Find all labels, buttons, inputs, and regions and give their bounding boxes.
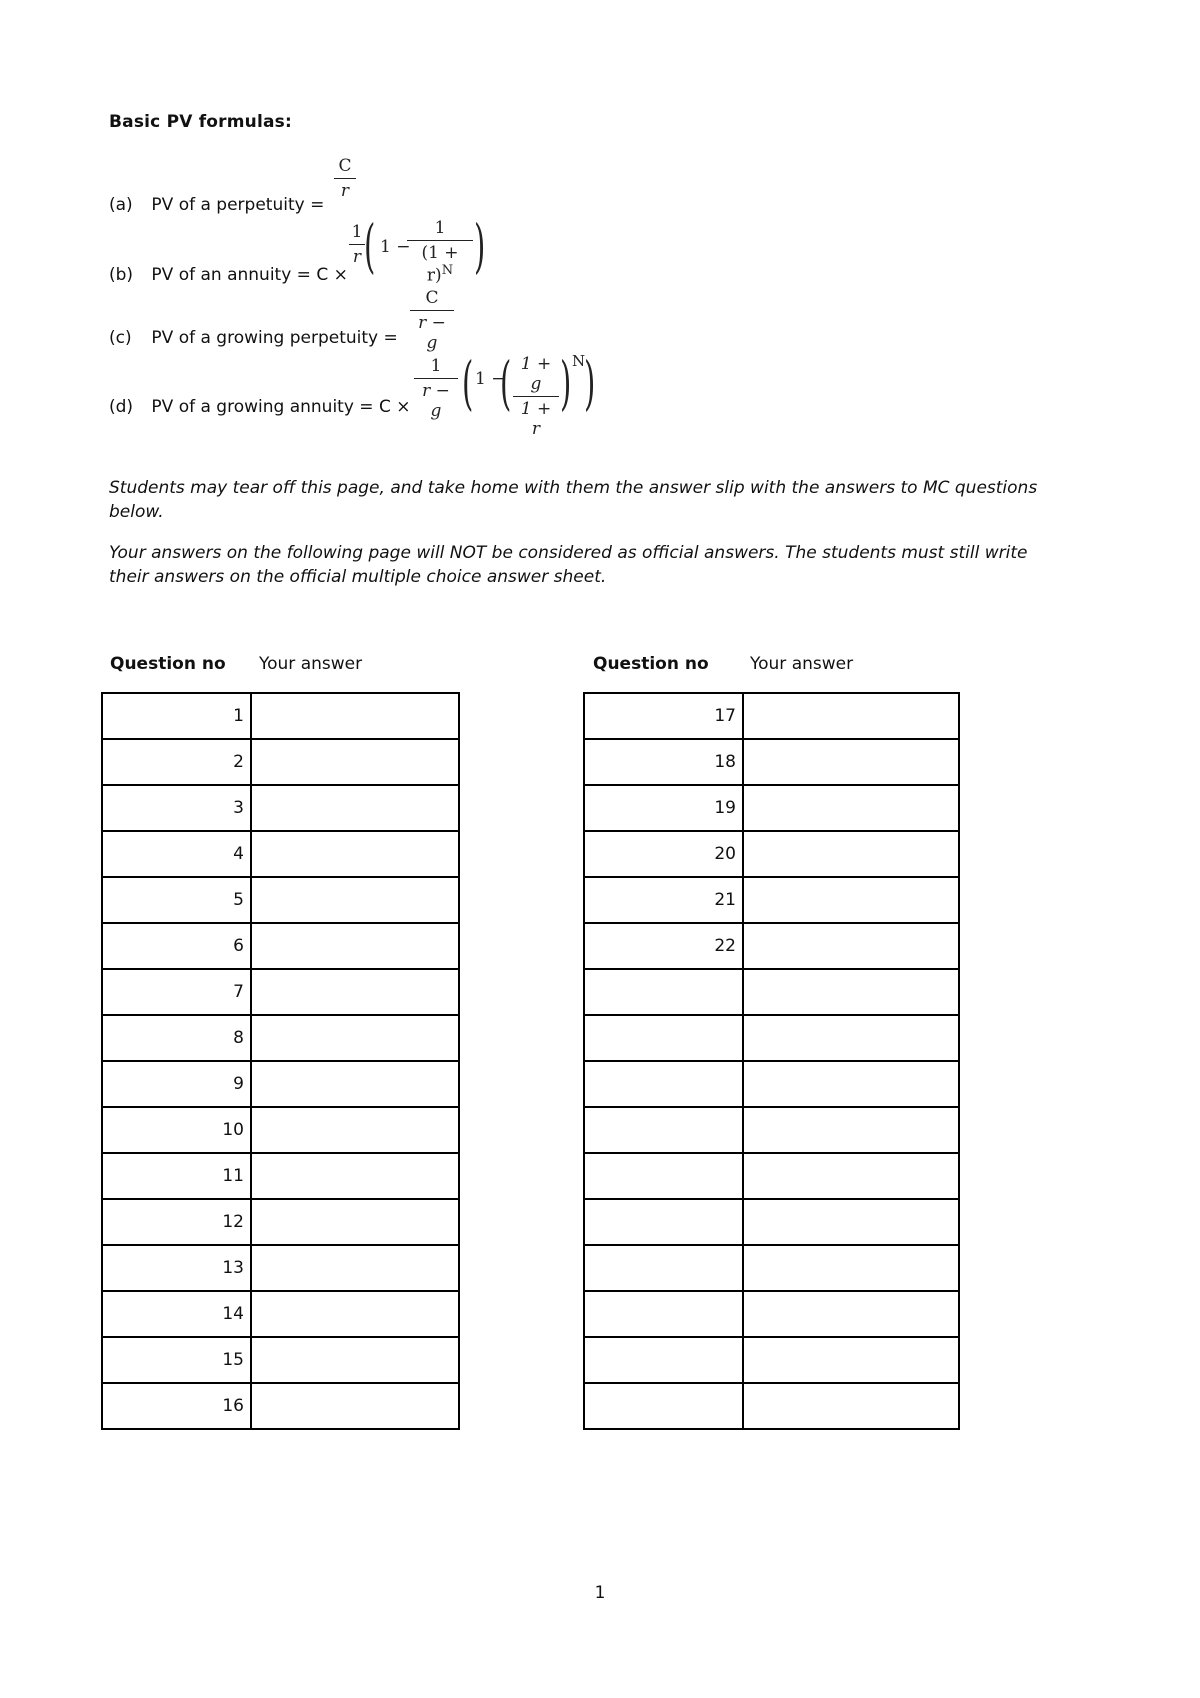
- answer-cell[interactable]: [743, 785, 959, 831]
- question-number-cell: 6: [102, 923, 251, 969]
- answer-cell[interactable]: [743, 1383, 959, 1429]
- table-row: [584, 785, 959, 831]
- fraction-1-over-r-minus-g: 1 r − g: [414, 356, 458, 421]
- question-number-cell: [584, 1291, 743, 1337]
- right-answer-table: [583, 692, 960, 1430]
- table-row: [102, 1153, 459, 1199]
- question-number-cell: 12: [102, 1199, 251, 1245]
- answer-cell[interactable]: [743, 969, 959, 1015]
- question-number-cell: [584, 1199, 743, 1245]
- answer-cell[interactable]: [251, 1383, 459, 1429]
- question-number-cell: [584, 1383, 743, 1429]
- answer-cell[interactable]: [743, 1199, 959, 1245]
- question-number-cell: 9: [102, 1061, 251, 1107]
- answer-cell[interactable]: [743, 1337, 959, 1383]
- question-number-cell: 1: [102, 693, 251, 739]
- question-number-cell: [584, 1153, 743, 1199]
- table-row: [584, 1153, 959, 1199]
- left-paren-inner: (: [500, 349, 512, 417]
- question-number-cell: 8: [102, 1015, 251, 1061]
- answer-cell[interactable]: [251, 1061, 459, 1107]
- math-exponent-n: N: [572, 352, 586, 370]
- answer-cell[interactable]: [251, 877, 459, 923]
- table-row: [102, 877, 459, 923]
- right-paren-inner: ): [560, 349, 572, 417]
- table-row: [102, 1337, 459, 1383]
- question-number-cell: [584, 1107, 743, 1153]
- answer-cell[interactable]: [251, 1107, 459, 1153]
- table-row: [584, 1245, 959, 1291]
- table-row: [102, 969, 459, 1015]
- question-number-cell: 10: [102, 1107, 251, 1153]
- table-row: [102, 1199, 459, 1245]
- formula-text: PV of a perpetuity =: [151, 195, 325, 215]
- page-heading: Basic PV formulas:: [109, 112, 292, 132]
- question-number-cell: [584, 1061, 743, 1107]
- notice-tear-off: Students may tear off this page, and take home with them the answer slip with the answers to MC questions below.: [109, 478, 1038, 522]
- answer-cell[interactable]: [251, 739, 459, 785]
- table-row: [102, 1291, 459, 1337]
- table-row: [584, 693, 959, 739]
- answer-cell[interactable]: [251, 969, 459, 1015]
- page-number: 1: [594, 1583, 606, 1603]
- table-row: [102, 831, 459, 877]
- question-number-cell: 14: [102, 1291, 251, 1337]
- question-number-cell: [584, 1015, 743, 1061]
- question-number-cell: 11: [102, 1153, 251, 1199]
- table-row: [584, 831, 959, 877]
- fraction-c-over-r: C r: [334, 156, 356, 201]
- fraction-1-over-r: 1 r: [349, 222, 365, 267]
- question-number-cell: [584, 1337, 743, 1383]
- table-row: [584, 1291, 959, 1337]
- answer-cell[interactable]: [743, 739, 959, 785]
- right-header-question-no: Question no: [593, 654, 709, 674]
- table-row: [102, 693, 459, 739]
- question-number-cell: 3: [102, 785, 251, 831]
- question-number-cell: 4: [102, 831, 251, 877]
- formula-b: [109, 265, 348, 285]
- fraction-1plusg-over-1plusr: 1 + g 1 + r: [513, 354, 559, 439]
- answer-cell[interactable]: [251, 1291, 459, 1337]
- answer-cell[interactable]: [743, 1153, 959, 1199]
- answer-cell[interactable]: [743, 1107, 959, 1153]
- table-row: [584, 969, 959, 1015]
- table-row: [102, 1245, 459, 1291]
- answer-cell[interactable]: [251, 1015, 459, 1061]
- formula-c: [109, 328, 398, 348]
- table-row: [584, 1061, 959, 1107]
- table-row: [584, 1337, 959, 1383]
- math-one-minus: 1 −: [475, 369, 506, 389]
- table-row: [584, 923, 959, 969]
- table-row: [584, 877, 959, 923]
- question-number-cell: 17: [584, 693, 743, 739]
- question-number-cell: [584, 969, 743, 1015]
- formula-d: [109, 397, 410, 417]
- left-paren: (: [364, 212, 376, 280]
- left-paren: (: [462, 349, 474, 417]
- question-number-cell: 2: [102, 739, 251, 785]
- right-header-your-answer: Your answer: [750, 654, 854, 674]
- formula-label: (d): [109, 397, 134, 417]
- table-row: [584, 1015, 959, 1061]
- formula-label: (b): [109, 265, 134, 285]
- table-row: [584, 1383, 959, 1429]
- right-paren: ): [474, 212, 486, 280]
- question-number-cell: 19: [584, 785, 743, 831]
- formula-a: [109, 195, 324, 215]
- question-number-cell: [584, 1245, 743, 1291]
- table-row: [102, 1061, 459, 1107]
- table-row: [102, 923, 459, 969]
- answer-cell[interactable]: [251, 1337, 459, 1383]
- answer-cell[interactable]: [251, 831, 459, 877]
- answer-cell[interactable]: [743, 1015, 959, 1061]
- formula-text: PV of a growing annuity = C ×: [151, 397, 411, 417]
- question-number-cell: 13: [102, 1245, 251, 1291]
- right-paren: ): [584, 349, 596, 417]
- formula-label: (a): [109, 195, 133, 215]
- formula-text: PV of a growing perpetuity =: [151, 328, 398, 348]
- answer-cell[interactable]: [743, 831, 959, 877]
- answer-cell[interactable]: [743, 693, 959, 739]
- answer-cell[interactable]: [743, 1291, 959, 1337]
- left-header-your-answer: Your answer: [259, 654, 363, 674]
- table-row: [102, 1015, 459, 1061]
- answer-cell[interactable]: [251, 923, 459, 969]
- answer-cell[interactable]: [743, 923, 959, 969]
- table-row: [584, 1107, 959, 1153]
- question-number-cell: 7: [102, 969, 251, 1015]
- answer-cell[interactable]: [743, 877, 959, 923]
- question-number-cell: 22: [584, 923, 743, 969]
- table-row: [102, 739, 459, 785]
- question-number-cell: 5: [102, 877, 251, 923]
- answer-cell[interactable]: [743, 1061, 959, 1107]
- left-header-question-no: Question no: [110, 654, 226, 674]
- answer-cell[interactable]: [743, 1245, 959, 1291]
- answer-cell[interactable]: [251, 785, 459, 831]
- formula-label: (c): [109, 328, 132, 348]
- formula-text: PV of an annuity = C ×: [151, 265, 348, 285]
- table-row: [102, 1107, 459, 1153]
- question-number-cell: 15: [102, 1337, 251, 1383]
- fraction-c-over-r-minus-g: C r − g: [410, 288, 454, 353]
- table-row: [102, 1383, 459, 1429]
- question-number-cell: 20: [584, 831, 743, 877]
- table-row: [584, 739, 959, 785]
- question-number-cell: 16: [102, 1383, 251, 1429]
- question-number-cell: 18: [584, 739, 743, 785]
- table-row: [584, 1199, 959, 1245]
- answer-cell[interactable]: [251, 1199, 459, 1245]
- answer-cell[interactable]: [251, 693, 459, 739]
- answer-cell[interactable]: [251, 1245, 459, 1291]
- math-one-minus: 1 −: [380, 237, 411, 257]
- question-number-cell: 21: [584, 877, 743, 923]
- notice-not-official: Your answers on the following page will NOT be considered as official answers. The students must still write their answers on the official multiple choice answer sheet.: [109, 543, 1028, 587]
- fraction-1-over-1plusr-N: 1 $(1 + r)^N$: [407, 218, 473, 286]
- left-answer-table: [101, 692, 460, 1430]
- table-row: [102, 785, 459, 831]
- answer-cell[interactable]: [251, 1153, 459, 1199]
